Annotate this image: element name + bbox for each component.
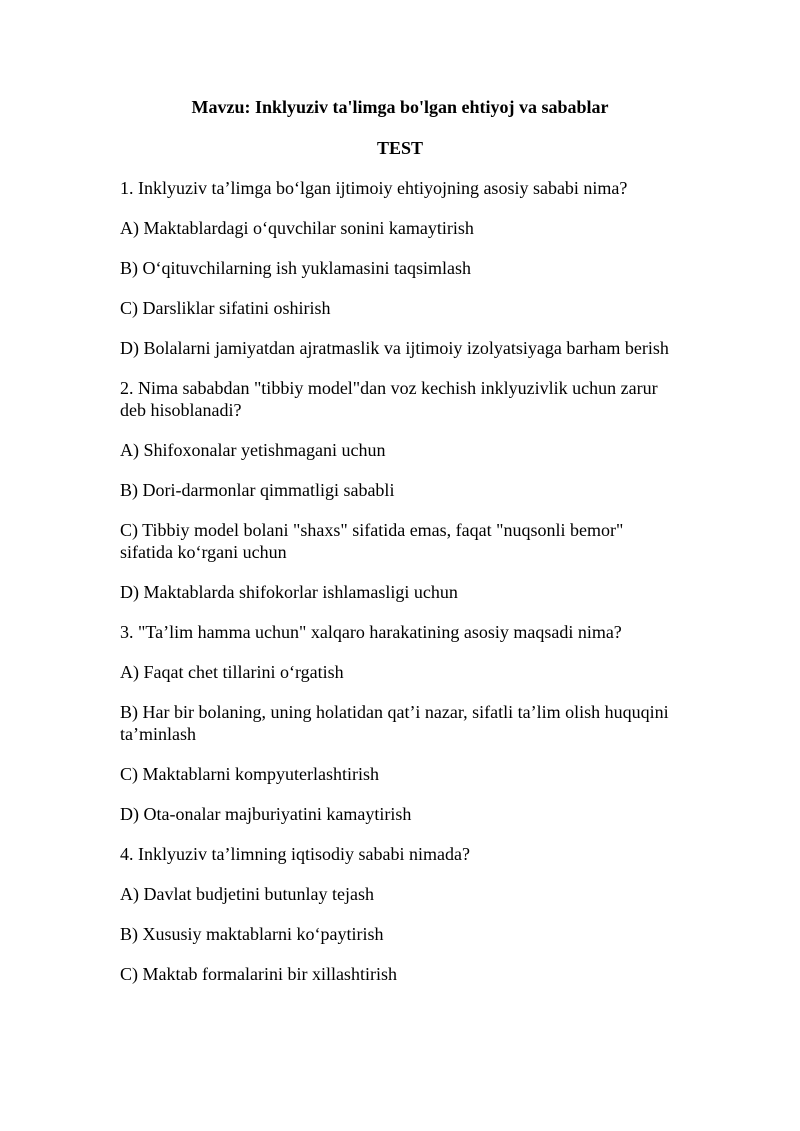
document-subtitle: TEST xyxy=(376,138,424,158)
question-3-option-a: A) Faqat chet tillarini o‘rgatish xyxy=(120,662,344,682)
question-1-option-b: B) O‘qituvchilarning ish yuklamasini taqsimlash xyxy=(120,258,471,278)
question-3-option-c: C) Maktablarni kompyuterlashtirish xyxy=(120,764,379,784)
question-1-option-a: A) Maktablardagi o‘quvchilar sonini kamaytirish xyxy=(120,218,474,238)
question-4-option-a: A) Davlat budjetini butunlay tejash xyxy=(120,884,374,904)
question-4-option-b: B) Xususiy maktablarni ko‘paytirish xyxy=(120,924,384,944)
question-3: 3. "Ta’lim hamma uchun" xalqaro harakatining asosiy maqsadi nima? xyxy=(120,622,622,642)
question-4: 4. Inklyuziv ta’limning iqtisodiy sababi nimada? xyxy=(120,844,470,864)
document-page xyxy=(120,96,680,1003)
question-3-option-b: B) Har bir bolaning, uning holatidan qat’i nazar, sifatli ta’lim olish huquqini ta’minlash xyxy=(120,702,669,744)
question-4-option-c: C) Maktab formalarini bir xillashtirish xyxy=(120,964,397,984)
document-title: Mavzu: Inklyuziv ta'limga bo'lgan ehtiyoj va sabablar xyxy=(191,97,609,117)
question-3-option-d: D) Ota-onalar majburiyatini kamaytirish xyxy=(120,804,412,824)
question-1-option-d: D) Bolalarni jamiyatdan ajratmaslik va ijtimoiy izolyatsiyaga barham berish xyxy=(120,338,669,358)
question-1-option-c: C) Darsliklar sifatini oshirish xyxy=(120,298,331,318)
question-2-option-c: C) Tibbiy model bolani "shaxs" sifatida emas, faqat "nuqsonli bemor" sifatida ko‘rgani uchun xyxy=(120,520,624,562)
question-2-option-a: A) Shifoxonalar yetishmagani uchun xyxy=(120,440,386,460)
question-2: 2. Nima sababdan "tibbiy model"dan voz kechish inklyuzivlik uchun zarur deb hisoblanadi? xyxy=(120,378,658,420)
question-1: 1. Inklyuziv ta’limga bo‘lgan ijtimoiy ehtiyojning asosiy sababi nima? xyxy=(120,178,628,198)
question-2-option-d: D) Maktablarda shifokorlar ishlamasligi uchun xyxy=(120,582,458,602)
question-2-option-b: B) Dori-darmonlar qimmatligi sababli xyxy=(120,480,395,500)
